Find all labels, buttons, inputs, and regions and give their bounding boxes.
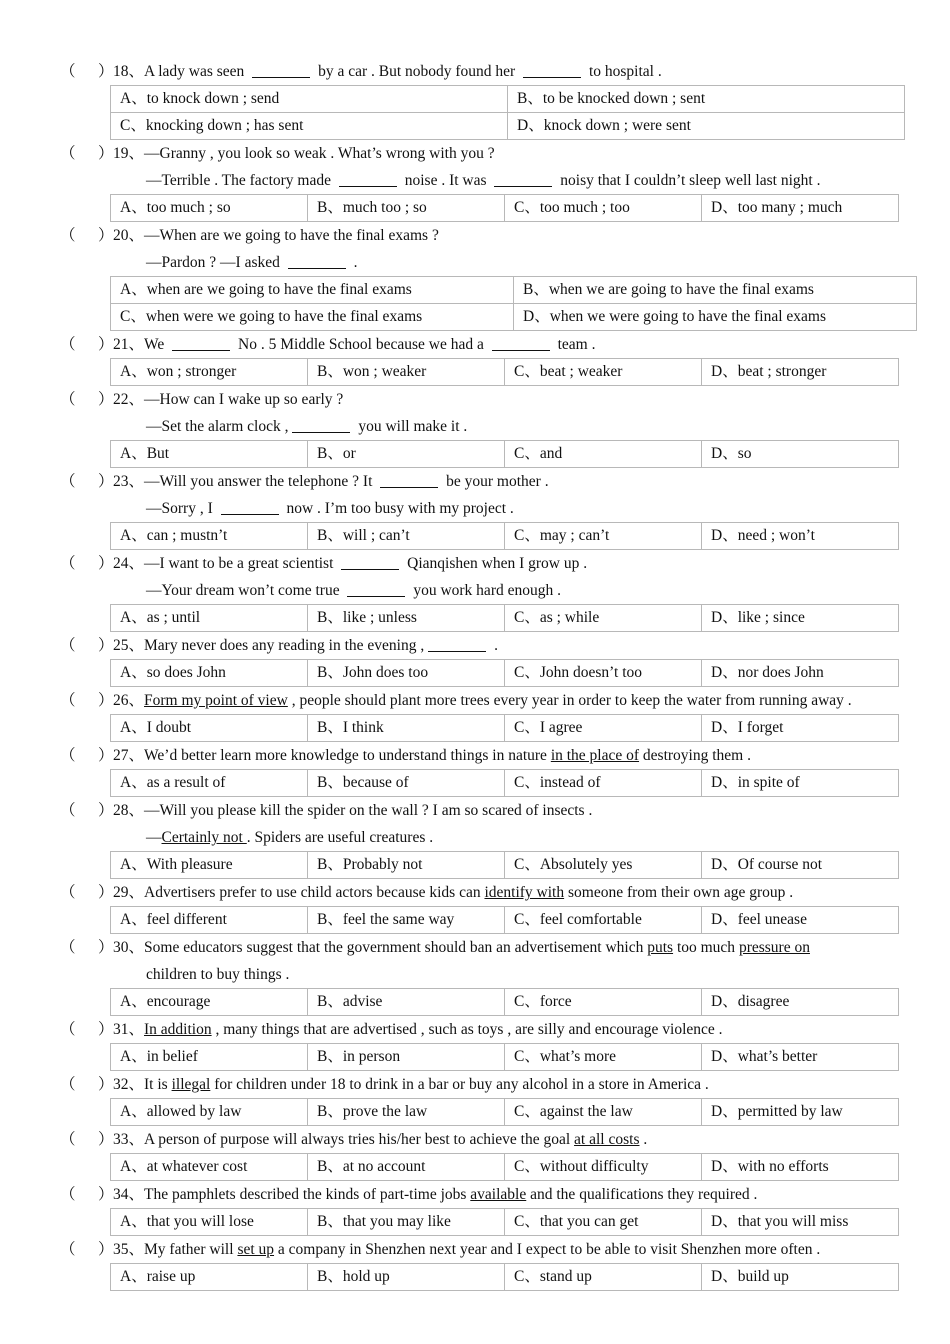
question-block [0, 1071, 950, 1126]
text-segment: to hospital . [585, 63, 662, 80]
question-block [0, 632, 950, 687]
question-stem [0, 550, 950, 577]
options-table [110, 769, 899, 797]
option-cell[interactable]: C、that you can get [505, 1209, 702, 1236]
fill-in-blank[interactable] [347, 581, 405, 597]
text-segment: Qianqishen when I grow up . [403, 555, 588, 572]
option-cell[interactable]: D、when we were going to have the final exams [514, 304, 917, 331]
option-cell[interactable]: B、feel the same way [308, 907, 505, 934]
question-number: 23、 [113, 473, 145, 490]
fill-in-blank[interactable] [292, 417, 350, 433]
question-number: 27、 [113, 747, 145, 764]
question-text [146, 577, 561, 604]
question-continuation [0, 824, 950, 851]
option-cell[interactable]: A、as a result of [111, 770, 308, 797]
answer-paren-left: （ [60, 802, 76, 819]
option-cell[interactable]: B、that you may like [308, 1209, 505, 1236]
option-cell[interactable]: A、too much ; so [111, 195, 308, 222]
options-table [110, 1263, 899, 1291]
answer-paren-right[interactable]: ） [98, 1021, 114, 1038]
option-cell[interactable]: B、advise [308, 989, 505, 1016]
answer-paren-left: （ [60, 1186, 76, 1203]
option-cell[interactable]: A、so does John [111, 660, 308, 687]
underlined-phrase: at all costs [574, 1131, 640, 1148]
question-text [113, 687, 852, 714]
text-segment: destroying them . [639, 747, 751, 764]
question-stem [0, 879, 950, 906]
options-table [110, 906, 899, 934]
question-stem [0, 1071, 950, 1098]
options-table [110, 851, 899, 879]
text-segment: too much [673, 939, 739, 956]
underlined-phrase: pressure on [738, 939, 810, 956]
answer-paren-right[interactable]: ） [98, 802, 114, 819]
option-cell[interactable]: A、can ; mustn’t [111, 523, 308, 550]
question-text [146, 824, 433, 851]
answer-paren-left: （ [60, 637, 76, 654]
question-number: 31、 [113, 1021, 145, 1038]
options-table [110, 276, 917, 331]
question-number: 18、 [113, 63, 145, 80]
answer-paren-right[interactable]: ） [98, 391, 114, 408]
option-cell[interactable]: D、that you will miss [702, 1209, 899, 1236]
option-cell[interactable]: C、without difficulty [505, 1154, 702, 1181]
text-segment: —Sorry , I [146, 500, 217, 517]
question-number: 25、 [113, 637, 145, 654]
answer-paren-left: （ [60, 939, 76, 956]
fill-in-blank[interactable] [341, 554, 399, 570]
question-number: 28、 [113, 802, 145, 819]
question-text [113, 1071, 709, 1098]
question-block [0, 687, 950, 742]
question-block [0, 331, 950, 386]
text-segment: now . I’m too busy with my project . [282, 500, 514, 517]
text-segment: A person of purpose will always tries his/her best to achieve the goal [144, 1131, 575, 1148]
question-text [113, 140, 495, 167]
question-stem [0, 386, 950, 413]
options-table [110, 358, 899, 386]
option-cell[interactable]: D、so [702, 441, 899, 468]
options-table [110, 440, 899, 468]
fill-in-blank[interactable] [221, 499, 279, 515]
option-cell[interactable]: A、feel different [111, 907, 308, 934]
option-cell[interactable]: A、when are we going to have the final exams [111, 277, 514, 304]
fill-in-blank[interactable] [252, 62, 310, 78]
option-cell[interactable]: D、like ; since [702, 605, 899, 632]
option-cell[interactable]: D、need ; won’t [702, 523, 899, 550]
options-table [110, 714, 899, 742]
exam-page [0, 58, 950, 1291]
question-block [0, 934, 950, 1016]
question-stem [0, 632, 950, 659]
underlined-phrase: puts [647, 939, 674, 956]
fill-in-blank[interactable] [428, 636, 486, 652]
underlined-phrase: In addition [144, 1021, 212, 1038]
option-cell[interactable]: D、knock down ; were sent [508, 113, 905, 140]
question-text [146, 413, 467, 440]
answer-paren-right[interactable]: ） [98, 637, 114, 654]
answer-paren-left: （ [60, 1131, 76, 1148]
question-text [113, 797, 592, 824]
question-block [0, 1126, 950, 1181]
question-text [113, 550, 587, 577]
question-number: 19、 [113, 145, 145, 162]
text-segment: you will make it . [354, 418, 468, 435]
question-block [0, 1181, 950, 1236]
underlined-phrase: identify with [484, 884, 565, 901]
question-continuation [0, 961, 950, 988]
text-segment: —When are we going to have the final exams ? [144, 227, 439, 244]
question-stem [0, 468, 950, 495]
option-cell[interactable]: C、stand up [505, 1264, 702, 1291]
question-text [113, 58, 662, 85]
answer-paren-right[interactable]: ） [98, 473, 114, 490]
option-cell[interactable]: D、I forget [702, 715, 899, 742]
question-number: 20、 [113, 227, 145, 244]
question-block [0, 58, 950, 140]
option-cell[interactable]: D、what’s better [702, 1044, 899, 1071]
text-segment: be your mother . [442, 473, 549, 490]
option-cell[interactable]: B、at no account [308, 1154, 505, 1181]
question-text [113, 1126, 647, 1153]
question-number: 22、 [113, 391, 145, 408]
text-segment: . [490, 637, 498, 654]
option-cell[interactable]: B、prove the law [308, 1099, 505, 1126]
answer-paren-right[interactable]: ） [98, 1076, 114, 1093]
answer-paren-left: （ [60, 227, 76, 244]
option-cell[interactable]: C、when were we going to have the final exams [111, 304, 514, 331]
question-text [146, 495, 514, 522]
answer-paren-left: （ [60, 63, 76, 80]
answer-paren-left: （ [60, 692, 76, 709]
option-cell[interactable]: C、I agree [505, 715, 702, 742]
question-text [113, 222, 439, 249]
answer-paren-right[interactable]: ） [98, 1131, 114, 1148]
question-stem [0, 742, 950, 769]
option-cell[interactable]: C、instead of [505, 770, 702, 797]
underlined-phrase: Form my point of view [144, 692, 288, 709]
options-table [110, 1098, 899, 1126]
question-block [0, 742, 950, 797]
option-cell[interactable]: A、as ; until [111, 605, 308, 632]
fill-in-blank[interactable] [288, 253, 346, 269]
question-block [0, 468, 950, 550]
option-cell[interactable]: A、in belief [111, 1044, 308, 1071]
question-text [113, 468, 549, 495]
comma: , [284, 418, 289, 435]
answer-paren-right[interactable]: ） [98, 692, 114, 709]
text-segment: children to buy things . [146, 966, 290, 983]
options-table [110, 1153, 899, 1181]
option-cell[interactable]: D、permitted by law [702, 1099, 899, 1126]
underlined-phrase: in the place of [550, 747, 640, 764]
option-cell[interactable]: D、nor does John [702, 660, 899, 687]
option-cell[interactable]: B、much too ; so [308, 195, 505, 222]
option-cell[interactable]: C、what’s more [505, 1044, 702, 1071]
options-table [110, 194, 899, 222]
option-cell[interactable]: C、force [505, 989, 702, 1016]
text-segment: for children under 18 to drink in a bar or buy any alcohol in a store in America . [210, 1076, 709, 1093]
option-cell[interactable]: B、Probably not [308, 852, 505, 879]
option-cell[interactable]: B、hold up [308, 1264, 505, 1291]
question-continuation [0, 167, 950, 194]
question-block [0, 386, 950, 468]
option-cell[interactable]: D、Of course not [702, 852, 899, 879]
question-block [0, 1236, 950, 1291]
options-table [110, 1208, 899, 1236]
option-cell[interactable]: B、John does too [308, 660, 505, 687]
option-cell[interactable]: A、won ; stronger [111, 359, 308, 386]
options-table [110, 85, 905, 140]
underlined-phrase: illegal [171, 1076, 211, 1093]
question-number: 32、 [113, 1076, 145, 1093]
text-segment: —Will you please kill the spider on the wall ? I am so scared of insects . [144, 802, 593, 819]
option-cell[interactable]: B、in person [308, 1044, 505, 1071]
option-cell[interactable]: A、With pleasure [111, 852, 308, 879]
option-cell[interactable]: B、will ; can’t [308, 523, 505, 550]
fill-in-blank[interactable] [172, 335, 230, 351]
option-cell[interactable]: D、disagree [702, 989, 899, 1016]
question-text [113, 331, 595, 358]
text-segment: and the qualifications they required . [526, 1186, 758, 1203]
option-cell[interactable]: B、I think [308, 715, 505, 742]
option-cell[interactable]: C、beat ; weaker [505, 359, 702, 386]
option-cell[interactable]: B、when we are going to have the final exams [514, 277, 917, 304]
question-text [146, 961, 289, 988]
question-continuation [0, 249, 950, 276]
option-cell[interactable]: B、won ; weaker [308, 359, 505, 386]
answer-paren-right[interactable]: ） [98, 1241, 114, 1258]
text-segment: —I want to be a great scientist [144, 555, 338, 572]
options-table [110, 1043, 899, 1071]
text-segment: someone from their own age group . [564, 884, 794, 901]
option-cell[interactable]: C、as ; while [505, 605, 702, 632]
question-number: 29、 [113, 884, 145, 901]
option-cell[interactable]: D、feel unease [702, 907, 899, 934]
text-segment: . Spiders are useful creatures . [246, 829, 434, 846]
answer-paren-right[interactable]: ） [98, 884, 114, 901]
question-number: 21、 [113, 336, 145, 353]
question-block [0, 550, 950, 632]
question-stem [0, 222, 950, 249]
question-text [146, 167, 820, 194]
text-segment: It is [144, 1076, 172, 1093]
question-stem [0, 1126, 950, 1153]
fill-in-blank[interactable] [494, 171, 552, 187]
text-segment: We [144, 336, 169, 353]
text-segment: . [349, 254, 358, 271]
option-cell[interactable]: D、build up [702, 1264, 899, 1291]
option-cell[interactable]: C、against the law [505, 1099, 702, 1126]
text-segment: —Terrible . The factory made [146, 172, 335, 189]
question-text [146, 249, 358, 276]
answer-paren-right[interactable]: ） [98, 227, 114, 244]
option-cell[interactable]: A、I doubt [111, 715, 308, 742]
text-segment: a company in Shenzhen next year and I expect to be able to visit Shenzhen more often . [274, 1241, 821, 1258]
question-stem [0, 140, 950, 167]
answer-paren-right[interactable]: ） [98, 747, 114, 764]
options-table [110, 659, 899, 687]
text-segment: , many things that are advertised , such as toys , are silly and encourage violence . [211, 1021, 723, 1038]
question-block [0, 222, 950, 331]
question-continuation [0, 495, 950, 522]
text-segment: —Your dream won’t come true [146, 582, 344, 599]
option-cell[interactable]: A、encourage [111, 989, 308, 1016]
question-text [113, 1236, 820, 1263]
question-continuation [0, 577, 950, 604]
question-block [0, 1016, 950, 1071]
text-segment: — [146, 829, 162, 846]
text-segment: , people should plant more trees every year in order to keep the water from running away . [287, 692, 852, 709]
answer-paren-left: （ [60, 555, 76, 572]
question-number: 35、 [113, 1241, 145, 1258]
text-segment: noisy that I couldn’t sleep well last night . [556, 172, 821, 189]
answer-paren-left: （ [60, 336, 76, 353]
question-text [113, 386, 343, 413]
option-cell[interactable]: A、at whatever cost [111, 1154, 308, 1181]
answer-paren-right[interactable]: ） [98, 555, 114, 572]
option-cell[interactable]: B、to be knocked down ; sent [508, 86, 905, 113]
option-cell[interactable]: B、like ; unless [308, 605, 505, 632]
answer-paren-left: （ [60, 884, 76, 901]
text-segment: The pamphlets described the kinds of part-time jobs [144, 1186, 471, 1203]
question-text [113, 632, 498, 659]
question-text [113, 934, 810, 961]
question-number: 30、 [113, 939, 145, 956]
text-segment: No . 5 Middle School because we had a [234, 336, 488, 353]
answer-paren-right[interactable]: ） [98, 63, 114, 80]
question-stem [0, 1016, 950, 1043]
text-segment: My father will [144, 1241, 238, 1258]
option-cell[interactable]: C、John doesn’t too [505, 660, 702, 687]
text-segment: team . [553, 336, 596, 353]
text-segment: —Will you answer the telephone ? It [144, 473, 377, 490]
answer-paren-left: （ [60, 473, 76, 490]
question-text [113, 1016, 723, 1043]
option-cell[interactable]: A、raise up [111, 1264, 308, 1291]
text-segment: A lady was seen [144, 63, 249, 80]
option-cell[interactable]: A、But [111, 441, 308, 468]
text-segment: —Granny , you look so weak . What’s wrong with you ? [144, 145, 495, 162]
text-segment: you work hard enough . [409, 582, 561, 599]
option-cell[interactable]: A、that you will lose [111, 1209, 308, 1236]
answer-paren-left: （ [60, 1241, 76, 1258]
options-table [110, 988, 899, 1016]
question-number: 34、 [113, 1186, 145, 1203]
question-text [113, 879, 793, 906]
text-segment: noise . It was [400, 172, 491, 189]
underlined-phrase: available [470, 1186, 527, 1203]
question-block [0, 879, 950, 934]
option-cell[interactable]: D、with no efforts [702, 1154, 899, 1181]
answer-paren-right[interactable]: ） [98, 336, 114, 353]
question-stem [0, 934, 950, 961]
question-stem [0, 687, 950, 714]
underlined-phrase: set up [237, 1241, 275, 1258]
text-segment: Some educators suggest that the government should ban an advertisement which [144, 939, 648, 956]
option-cell[interactable]: D、too many ; much [702, 195, 899, 222]
underlined-phrase: Certainly not [161, 829, 247, 846]
answer-paren-left: （ [60, 1076, 76, 1093]
answer-paren-left: （ [60, 391, 76, 408]
fill-in-blank[interactable] [523, 62, 581, 78]
question-number: 26、 [113, 692, 145, 709]
text-segment: We’d better learn more knowledge to understand things in nature [144, 747, 551, 764]
fill-in-blank[interactable] [339, 171, 397, 187]
question-number: 24、 [113, 555, 145, 572]
question-continuation [0, 413, 950, 440]
text-segment: . [639, 1131, 648, 1148]
question-stem [0, 797, 950, 824]
answer-paren-left: （ [60, 747, 76, 764]
options-table [110, 604, 899, 632]
question-block [0, 140, 950, 222]
text-segment: —Set the alarm clock [146, 418, 285, 435]
question-stem [0, 1181, 950, 1208]
text-segment: by a car . But nobody found her [314, 63, 520, 80]
question-stem [0, 331, 950, 358]
question-number: 33、 [113, 1131, 145, 1148]
text-segment: Advertisers prefer to use child actors because kids can [144, 884, 485, 901]
question-stem [0, 1236, 950, 1263]
option-cell[interactable]: B、or [308, 441, 505, 468]
option-cell[interactable]: D、in spite of [702, 770, 899, 797]
text-segment: Mary never does any reading in the evening [144, 637, 421, 654]
option-cell[interactable]: C、feel comfortable [505, 907, 702, 934]
comma: , [420, 637, 425, 654]
text-segment: —How can I wake up so early ? [144, 391, 344, 408]
answer-paren-right[interactable]: ） [98, 145, 114, 162]
option-cell[interactable]: D、beat ; stronger [702, 359, 899, 386]
option-cell[interactable]: C、may ; can’t [505, 523, 702, 550]
option-cell[interactable]: A、allowed by law [111, 1099, 308, 1126]
option-cell[interactable]: C、too much ; too [505, 195, 702, 222]
option-cell[interactable]: C、knocking down ; has sent [111, 113, 508, 140]
option-cell[interactable]: B、because of [308, 770, 505, 797]
options-table [110, 522, 899, 550]
option-cell[interactable]: A、to knock down ; send [111, 86, 508, 113]
option-cell[interactable]: C、Absolutely yes [505, 852, 702, 879]
question-block [0, 797, 950, 879]
question-text [113, 742, 751, 769]
answer-paren-right[interactable]: ） [98, 939, 114, 956]
question-stem [0, 58, 950, 85]
answer-paren-left: （ [60, 1021, 76, 1038]
fill-in-blank[interactable] [380, 472, 438, 488]
fill-in-blank[interactable] [492, 335, 550, 351]
answer-paren-right[interactable]: ） [98, 1186, 114, 1203]
text-segment: —Pardon ? —I asked [146, 254, 284, 271]
answer-paren-left: （ [60, 145, 76, 162]
option-cell[interactable]: C、and [505, 441, 702, 468]
question-text [113, 1181, 757, 1208]
